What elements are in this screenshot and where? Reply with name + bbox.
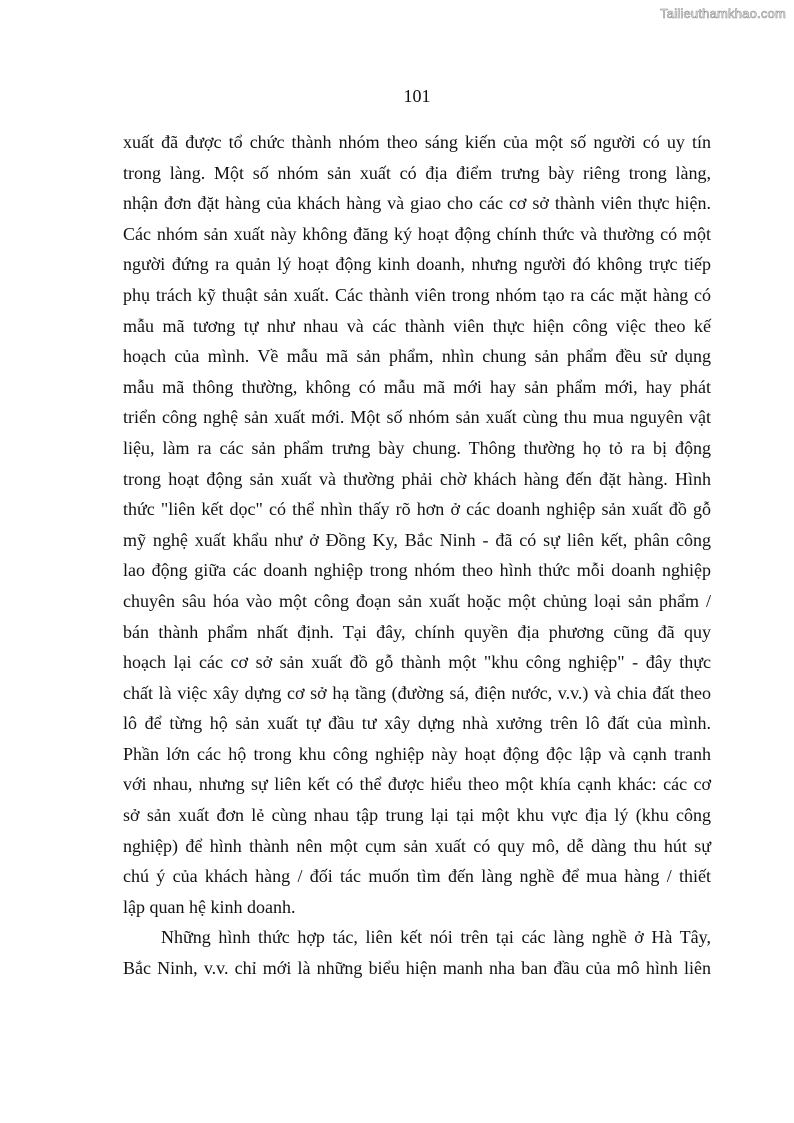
- paragraph-first-line: Những hình thức hợp tác, liên kết nói trên tại các làng nghề ở Hà Tây,: [161, 927, 711, 948]
- text-line: lô để từng hộ sản xuất tự đầu tư xây dựng nhà xưởng trên lô đất của mình.: [123, 713, 711, 734]
- paragraph-end-line: lập quan hệ kinh doanh.: [123, 896, 296, 917]
- text-line: hoạch lại các cơ sở sản xuất đồ gỗ thành một "khu công nghiệp" - đây thực: [123, 652, 711, 673]
- text-line: Bắc Ninh, v.v. chỉ mới là những biểu hiện manh nha ban đầu của mô hình liên: [123, 958, 711, 979]
- text-line: bán thành phẩm nhất định. Tại đây, chính quyền địa phương cũng đã quy: [123, 621, 711, 642]
- text-line: người đứng ra quản lý hoạt động kinh doanh, nhưng người đó không trực tiếp: [123, 254, 711, 275]
- text-line: phụ trách kỹ thuật sản xuất. Các thành viên trong nhóm tạo ra các mặt hàng có: [123, 284, 711, 305]
- text-line: hoạch của mình. Về mẫu mã sản phẩm, nhìn chung sản phẩm đều sử dụng: [123, 346, 711, 367]
- text-line: mẫu mã tương tự như nhau và các thành viên thực hiện công việc theo kế: [123, 315, 711, 336]
- text-line: mỹ nghệ xuất khẩu như ở Đồng Ky, Bắc Ninh - đã có sự liên kết, phân công: [123, 529, 711, 550]
- page-number: 101: [403, 86, 431, 106]
- text-line: xuất đã được tổ chức thành nhóm theo sáng kiến của một số người có uy tín: [123, 132, 711, 152]
- text-line: trong hoạt động sản xuất và thường phải chờ khách hàng đến đặt hàng. Hình: [123, 468, 711, 489]
- text-line: trong làng. Một số nhóm sản xuất có địa điểm trưng bày riêng trong làng,: [123, 162, 711, 183]
- text-line: liệu, làm ra các sản phẩm trưng bày chung. Thông thường họ tỏ ra bị động: [123, 437, 711, 458]
- text-line: thức "liên kết dọc" có thể nhìn thấy rõ hơn ở các doanh nghiệp sản xuất đồ gỗ: [123, 499, 711, 520]
- text-line: triển công nghệ sản xuất mới. Một số nhóm sản xuất cùng thu mua nguyên vật: [123, 407, 711, 428]
- text-line: Phần lớn các hộ trong khu công nghiệp này hoạt động độc lập và cạnh tranh: [123, 743, 711, 764]
- text-line: lao động giữa các doanh nghiệp trong nhóm theo hình thức mỗi doanh nghiệp: [123, 560, 711, 581]
- text-line: nghiệp) để hình thành nên một cụm sản xuất có quy mô, dễ dàng thu hút sự: [123, 835, 711, 856]
- text-line: nhận đơn đặt hàng của khách hàng và giao cho các cơ sở thành viên thực hiện.: [123, 193, 711, 214]
- text-line: với nhau, nhưng sự liên kết có thể được hiểu theo một khía cạnh khác: các cơ: [123, 774, 711, 795]
- text-line: sở sản xuất đơn lẻ cùng nhau tập trung lại tại một khu vực địa lý (khu công: [123, 805, 711, 826]
- text-line: mẫu mã thông thường, không có mẫu mã mới hay sản phẩm mới, hay phát: [123, 376, 711, 397]
- text-line: chất là việc xây dựng cơ sở hạ tầng (đường sá, điện nước, v.v.) và chia đất theo: [123, 682, 711, 703]
- text-line: Các nhóm sản xuất này không đăng ký hoạt động chính thức và thường có một: [123, 223, 711, 244]
- body-text: [123, 127, 711, 984]
- watermark: Tailieuthamkhao.com: [660, 6, 786, 21]
- text-line: chú ý của khách hàng / đối tác muốn tìm đến làng nghề để mua hàng / thiết: [123, 866, 711, 887]
- text-line: chuyên sâu hóa vào một công đoạn sản xuất hoặc một chủng loại sản phẩm /: [123, 590, 711, 611]
